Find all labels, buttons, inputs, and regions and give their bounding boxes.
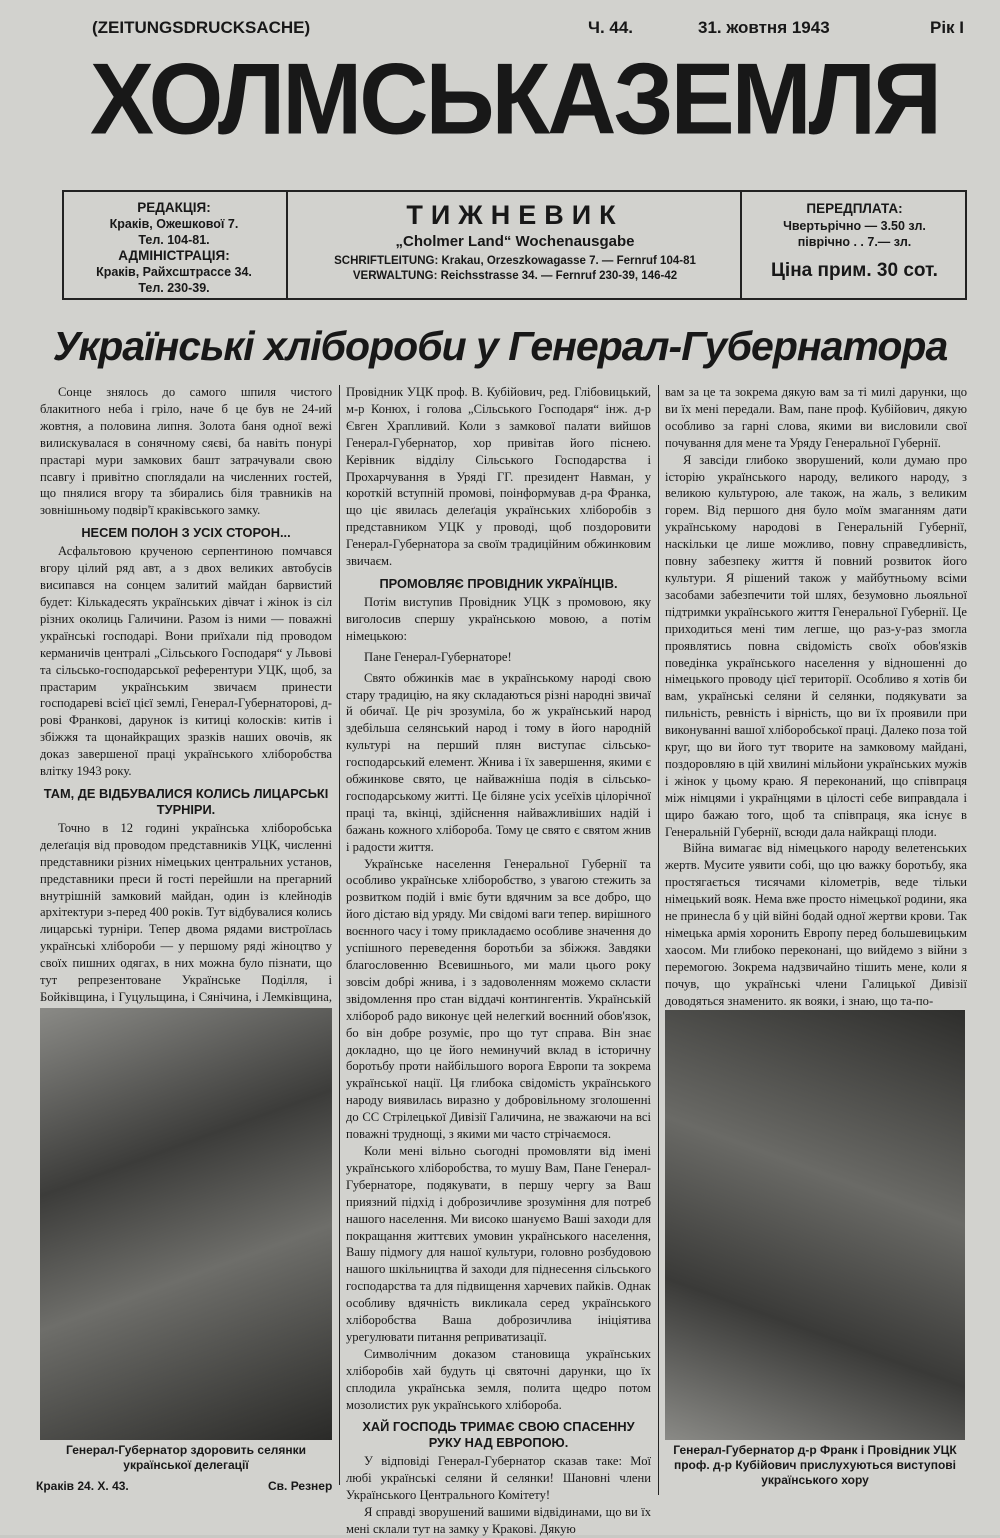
issue-date: 31. жовтня 1943	[698, 18, 830, 37]
col2-paragraph-9: Я справді зворушений вашими відвідинами, що ви їх мені склали тут на замку у Кракові. Дякую	[346, 1505, 651, 1537]
subscription-label: ПЕРЕДПЛАТА:	[806, 201, 903, 216]
weekly-label: ТИЖНЕВИК	[406, 200, 624, 230]
redaction-phone: Тел. 104-81.	[138, 233, 210, 247]
col3-paragraph-1: вам за це та зокрема дякую вам за ті милі дарунки, що ви їх мені передали. Вам, пане проф. Кубійович, дякую особливо за гарні слова, якими ви висловили свої почування для мене та Уряду Генеральної Губернії.	[665, 385, 967, 450]
photo-governor-and-leader	[665, 1010, 965, 1440]
photo-governor-greets-peasants	[40, 1008, 332, 1440]
main-headline: Українські хлібороби у Генерал-Губернатора	[52, 323, 948, 369]
column-2-text	[346, 384, 651, 1537]
zeitungsdrucksache-label: (ZEITUNGSDRUCKSACHE)	[92, 18, 311, 37]
redaction-block	[64, 200, 284, 296]
col3-paragraph-3: Війна вимагає від німецького народу велетенських жертв. Мусите уявити собі, що цю важку боротьбу, яка простягається тисячами кілометрів, веде тільки німецький вояк. Нема вже просто німецької родини, яка не принесла б у цій війні бодай одної жертви крови. Так німецька армія хоронить Европу перед большевицьким хаосом. Ми глибоко переконані, що вийдемо з війни з перемогою. Зокрема надзвичайно тішить мене, коли я почув, що українські члени Галицької Дивізії доводяться знаменито. як вояки, і знаю, що та-по-	[665, 841, 967, 1008]
col1-subheading-1: НЕСЕМ ПОЛОН З УСІХ СТОРОН...	[81, 525, 291, 541]
redaction-address: Краків, Ожешкової 7.	[109, 217, 239, 231]
col1-paragraph-3: Точно в 12 годині українська хліборобська делеґація від проводом представників УЦК, численні представники різних німецьких центральних установ, представники преси й гості перейшли на прегарний внутрішній замковий майдан, один із клейнодів архітектури з-перед 400 років. Тут відбувалися колись лицарські турніри. Тепер двома рядами вистроїлась українські хлібороби — у першому ряді жіноцтво у своїх пишних одягах, в них можна було пізнати, що тут репрезентоване Українське Поділля, і Бойківщина, і Гуцульщина, і Сянічина, і Лемківщина,	[40, 820, 332, 1004]
col2-salutation: Пане Генерал-Губернаторе!	[364, 649, 512, 664]
column-3-text	[665, 384, 967, 1008]
redaction-label: РЕДАКЦІЯ:	[137, 200, 211, 215]
admin-phone: Тел. 230-39.	[138, 281, 210, 295]
admin-address: Краків, Райхсштрассе 34.	[96, 265, 252, 279]
issue-price: Ціна прим. 30 сот.	[771, 260, 938, 281]
divider-left	[286, 192, 288, 298]
column-1-text	[40, 384, 332, 1004]
col2-subheading-1: ПРОМОВЛЯЄ ПРОВІДНИК УКРАЇНЦІВ.	[379, 575, 618, 591]
col2-paragraph-6: Коли мені вільно сьогодні промовляти від імені українського хліборобства, то мушу Вам, Пане Генерал-Губернаторе, подякувати, в першу чергу за Ваш приязний підхід і доброзичливе зрозуміння для потреб нашого населення. Ми високо шануємо Ваші заходи для покращання життєвих умовин українського населення, Вашу підмогу для нашої культури, головно розбудовою нашого шкільництва й заходи для піднесення сільського господарства та для підвищення харчевих пайків. Однак особливу вдячність викликала серед українського хліборобства Ваша доброзичлива ініціятива урегулювати питання реприватизації.	[346, 1143, 651, 1344]
col2-paragraph-4: Свято обжинків має в українському народі свою стару традицію, на яку складаються різні народні звичаї й обичаї. Це річ зрозуміла, бо ж український народ здебільша селянський народ і тому в його народній культурі на перший плян виступає сільсько-господарський елемент. Жнива і їх завершення, якими є обжинкове свято, це найважніша подія в сільсько-господарському житті. Це біляне усіх усеїхів цілорічної праці та, вкінці, здійснення найважливіших надій і бажань кожного хлібороба. Тому це свято є святом жнив і радости життя.	[346, 670, 651, 854]
admin-label: АДМІНІСТРАЦІЯ:	[118, 248, 230, 263]
masthead-title: ХОЛМСЬКАЗЕМЛЯ	[90, 43, 939, 156]
schriftleitung: SCHRIFTLEITUNG: Krakau, Orzeszkowagasse 7. — Fernruf 104-81	[334, 255, 696, 267]
col2-paragraph-1: Провідник УЦК проф. В. Кубійович, ред. Глібовицький, м-р Конюх, і голова „Сільського Господаря“ інж. д-р Євген Храпливий. Коли з замкової палати вийшов Генерал-Губернатор, хор привітав його піснею. Керівник відділу Сільського Господарства і Прохарчування в Уряді ГГ. президент Навман, у короткій вступній промові, поінформував д-ра Франка, що ціє явилась делеґація українських хліборобів з представником УЦК у проводі, щоб поздоровити Генерал-Губернатора за своїм традиційним обжинковим звичаєм.	[346, 385, 651, 569]
col2-subheading-2: ХАЙ ГОСПОДЬ ТРИМАЄ СВОЮ СПАСЕННУ РУКУ НАД ЕВРОПОЮ.	[362, 1419, 635, 1451]
col2-paragraph-5: Українське населення Генеральної Губернії та особливо українське хліборобство, з увагою стежить за розвитком подій і вміє бути вдячним за все добро, що його дістаю від уряду. Ми свідомі ваги тепер. вирішного воєнного часу і тому прикладаємо особливе значення до успішного переведення боротьби за збіжжя. Завдяки благословенню Всевишнього, ми мали цього року зовсім добрі жнива, і з задоволенням можемо скласти звідомлення про стан віддачі контингентів. Українській хлібороб радо виконує цей нелегкий воєнний обов'язок, бо він добре розуміє, про що тут справа. Він знає докладно, що це його неминучий вклад в історичну боротьбу проти найбільшого ворога Европи та зокрема української нації. Ця глибока свідомість українського народу виявилась виразно у добровільному зголошенні до СС Стрілецької Дивізії Галичина, не зважаючи на всі поважні труднощі, з якими ми часто стрічаємося.	[346, 856, 651, 1142]
col2-paragraph-2: Потім виступив Провідник УЦК з промовою, яку виголосив спершу українською мовою, а потім німецькою:	[346, 594, 651, 643]
column-rule-1	[339, 385, 340, 1485]
edition-label: „Cholmer Land“ Wochenausgabe	[395, 233, 635, 250]
col1-paragraph-2: Асфальтовою крученою серпентиною помчався вгору цілий ряд авт, а з двох великих автобусів висипався на сонцем залитий майдан барвистий будет: Кількадесять українських дівчат і жінок із сіл різних околиць Галичини. Разом із ними — поважні українські господарі. Вони приїхали під проводом керманичів централі „Сільського Господаря“ у Львові та сільсько-господарської референтури УЦК, щоб, за прастарим українським звичаєм принести господареві всієї цієї землі, Генерал-Губернаторові, д-рові Франкові, дарунок із китиці колосків: китів і збіжжя та щонайкращих зразків наших овочів, як доказ завершеної праці українського хліборобства влітку 1943 року.	[40, 544, 332, 779]
photo-caption-left: Генерал-Губернатор здоровить селянки української делегації	[66, 1443, 306, 1472]
subscription-block	[744, 200, 965, 284]
verwaltung: VERWALTUNG: Reichsstrasse 34. — Fernruf 230-39, 146-42	[352, 270, 678, 282]
quarter-price: Чвертьрічно — 3.50 зл.	[783, 219, 926, 233]
half-year-price: піврічно . . 7.— зл.	[797, 235, 912, 249]
photo-credit-place: Краків 24. Х. 43.	[36, 1479, 129, 1493]
col2-paragraph-8: У відповіді Генерал-Губернатор сказав таке: Мої любі українські селяни й селянки! Шановні члени Українського Центрального Комітету!	[346, 1454, 651, 1503]
info-bar	[62, 190, 967, 300]
column-rule-2	[658, 385, 659, 1495]
weekly-block	[290, 198, 740, 284]
photo-caption-right: Генерал-Губернатор д-р Франк і Провідник УЦК проф. д-р Кубійович прислухуються виступові українського хору	[673, 1443, 957, 1487]
col1-subheading-2: ТАМ, ДЕ ВІДБУВАЛИСЯ КОЛИСЬ ЛИЦАРСЬКІ ТУРНІРИ.	[43, 785, 329, 817]
col3-paragraph-2: Я завсіди глибоко зворушений, коли думаю про історію українського народу, великого народу, з великою культурою, але також, на жаль, з великим горем. Від першого дня було моїм змаганням дати українському народові в Генеральній Губернії, наскільки це лише можливо, повну справедливість, повну забезпеку життя й повний розвиток його культури. Я рішений також у майбутньому всіми засобами забезпечити той шлях, безумовно льояльної підтримки українського життя Генеральної Губернії. Це приходиться мені тим легше, що раз-у-раз змогла проявлятись повна свідомість своїх обов'язків поведінка українського населення у відношенні до німецького проводу цієї території. Особливо я хотів би вам, українські селяни й селянки, подякувати за пильність, ревність і вірність, що ви їх проявили при виконуванні вашої хліборобської праці. Далеко поза той круг, що ви його тут творите на замковому майдані, поздоровляю в цій хвилині мільйони українських мужів і жінок у цьому краю. Я переконаний, що співпраця між німцями і українцями в цілості себе виправдала і щиро бажаю того, щоб та співпраця, яка існує в Генеральній Губернії, всюди дала найкращі плоди.	[665, 452, 967, 839]
issue-number: Ч. 44.	[588, 18, 634, 37]
divider-right	[740, 192, 742, 298]
year-label: Рік I	[930, 18, 965, 37]
col1-paragraph-1: Сонце знялось до самого шпиля чистого блакитного неба і гріло, наче б це був не 24-ий жовтня, а половина липня. Золота баня одної вежі вилискувалася в сонячному сяєві, ба навіть понурі прастарі мури замкових башт затрачували свою псавгу і привітно споглядали на численних гостей, що пнялися вгору та збирались біля травників на зовнішньому подвір'ї краківського замку.	[40, 385, 332, 518]
photo-credit-author: Св. Резнер	[268, 1479, 333, 1493]
col2-paragraph-7: Символічним доказом становища українських хліборобів хай будуть ці святочні дарунки, що їх сплодила українська земля, полита щедро потом мозолистих рук українського хлібороба.	[346, 1346, 651, 1412]
